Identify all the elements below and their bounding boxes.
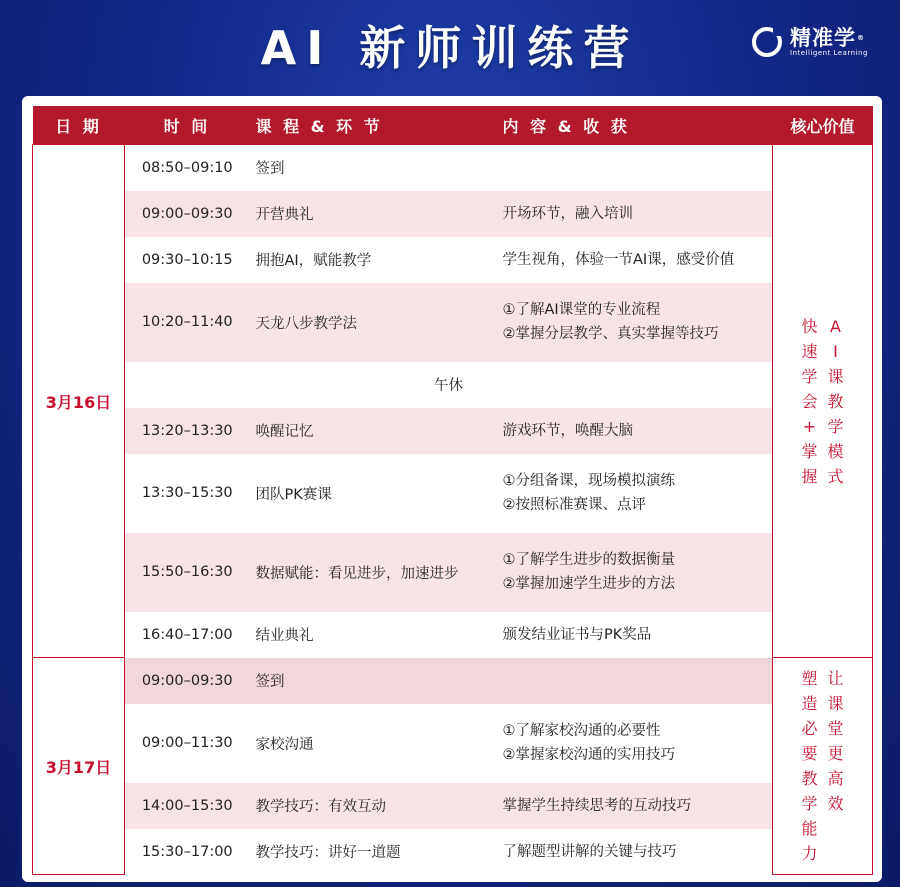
value-char: 造	[801, 694, 818, 713]
value-char: 让	[827, 669, 844, 688]
row-time: 13:30–15:30	[141, 485, 233, 501]
value-char: 要	[801, 744, 818, 763]
day2-value-col-1	[801, 666, 817, 866]
row-content	[497, 454, 773, 533]
brand-logo	[752, 20, 868, 64]
row-time: 09:00–09:30	[125, 658, 250, 704]
row-content: 了解题型讲解的关键与技巧	[502, 843, 677, 860]
table-row	[33, 454, 873, 533]
row-course: 结业典礼	[255, 628, 314, 644]
row-content	[497, 533, 773, 612]
value-char: 力	[801, 844, 818, 863]
day2-date: 3月17日	[33, 658, 125, 875]
row-content	[497, 145, 773, 191]
schedule-panel	[22, 96, 882, 882]
row-course: 拥抱AI，赋能教学	[255, 253, 372, 269]
row-course: 唤醒记忆	[250, 408, 497, 454]
row-time: 14:00–15:30	[125, 783, 250, 829]
value-char: 模	[827, 441, 844, 461]
row-course: 教学技巧：有效互动	[250, 783, 497, 829]
value-char: +	[802, 416, 817, 436]
day1-value-col-2	[828, 314, 844, 489]
content-line: ②掌握家校沟通的实用技巧	[502, 747, 675, 763]
value-char: 学	[801, 366, 818, 386]
table-row	[33, 408, 873, 454]
header-course: 课 程 & 环 节	[250, 106, 497, 145]
schedule-table	[32, 106, 873, 875]
row-course: 开营典礼	[250, 191, 497, 237]
value-char: 会	[801, 391, 818, 411]
value-char: 能	[801, 819, 818, 838]
content-line: ①了解AI课堂的专业流程	[502, 302, 661, 318]
row-content: 开场环节，融入培训	[497, 191, 773, 237]
content-line: ②掌握分层教学、真实掌握等技巧	[502, 326, 719, 342]
row-time: 08:50–09:10	[141, 159, 233, 176]
row-content	[497, 658, 773, 704]
row-content: 颁发结业证书与PK奖品	[502, 626, 652, 643]
row-content: 学生视角，体验一节AI课，感受价值	[502, 251, 735, 268]
value-char: 教	[801, 769, 818, 788]
content-line: ②掌握加速学生进步的方法	[502, 576, 675, 592]
table-row	[33, 783, 873, 829]
row-time: 09:00–09:30	[125, 191, 250, 237]
row-course: 家校沟通	[255, 736, 314, 753]
row-content: 游戏环节，唤醒大脑	[497, 408, 773, 454]
table-row	[33, 145, 873, 191]
table-row	[33, 658, 873, 704]
value-char: 堂	[827, 719, 844, 738]
table-row	[33, 704, 873, 783]
value-char: A	[830, 316, 841, 336]
day2-core-value	[773, 658, 873, 875]
row-content	[497, 704, 773, 783]
table-header-row	[33, 106, 873, 145]
value-char: 学	[801, 794, 818, 813]
table-row	[33, 362, 873, 408]
content-line: ①分组备课，现场模拟演练	[502, 473, 675, 489]
row-course: 签到	[255, 161, 285, 177]
value-char: 效	[827, 794, 844, 813]
row-course: 天龙八步教学法	[250, 283, 497, 362]
row-time: 13:20–13:30	[125, 408, 250, 454]
row-time: 10:20–11:40	[125, 283, 250, 362]
value-char: I	[833, 341, 838, 361]
row-content	[497, 283, 773, 362]
value-char: 课	[827, 694, 844, 713]
logo-tagline: Intelligent Learning	[790, 48, 868, 57]
header-date: 日 期	[33, 106, 125, 145]
table-row	[33, 191, 873, 237]
value-char: 更	[827, 744, 844, 763]
value-char: 速	[801, 341, 818, 361]
value-char: 必	[801, 719, 818, 738]
table-row	[33, 533, 873, 612]
header-content: 内 容 & 收 获	[497, 106, 773, 145]
value-char: 掌	[801, 441, 818, 461]
row-content: 掌握学生持续思考的互动技巧	[497, 783, 773, 829]
table-row	[33, 237, 873, 283]
table-row	[33, 612, 873, 658]
row-course: 教学技巧：讲好一道题	[255, 845, 401, 861]
content-line: ②按照标准赛课、点评	[502, 497, 646, 513]
day1-core-value	[773, 145, 873, 658]
row-course: 签到	[250, 658, 497, 704]
table-row	[33, 829, 873, 875]
page-title: AI 新师训练营	[260, 21, 640, 75]
row-time: 15:30–17:00	[141, 843, 233, 860]
day2-value-col-2	[828, 666, 844, 866]
header-value: 核心价值	[773, 106, 873, 145]
logo-registered-mark: ®	[857, 33, 865, 42]
header-time: 时 间	[125, 106, 250, 145]
content-line: ①了解学生进步的数据衡量	[502, 552, 675, 568]
logo-name: 精准学	[790, 25, 856, 50]
value-char: 高	[827, 769, 844, 788]
value-char: 式	[827, 466, 844, 486]
value-char: 学	[827, 416, 844, 436]
logo-ring-icon	[752, 27, 782, 57]
row-course: 数据赋能：看见进步，加速进步	[250, 533, 497, 612]
content-line: ①了解家校沟通的必要性	[502, 723, 661, 739]
table-row	[33, 283, 873, 362]
lunch-break: 午休	[434, 378, 463, 394]
row-time: 09:30–10:15	[141, 251, 233, 268]
day1-value-col-1	[801, 314, 817, 489]
day1-date: 3月16日	[33, 145, 125, 658]
row-course: 团队PK赛课	[255, 486, 332, 503]
value-char: 握	[801, 466, 818, 486]
value-char: 课	[827, 366, 844, 386]
row-time: 15:50–16:30	[125, 533, 250, 612]
row-time: 16:40–17:00	[141, 626, 233, 643]
value-char: 教	[827, 391, 844, 411]
row-time: 09:00–11:30	[141, 735, 233, 751]
value-char: 快	[801, 316, 818, 336]
value-char: 塑	[801, 669, 818, 688]
